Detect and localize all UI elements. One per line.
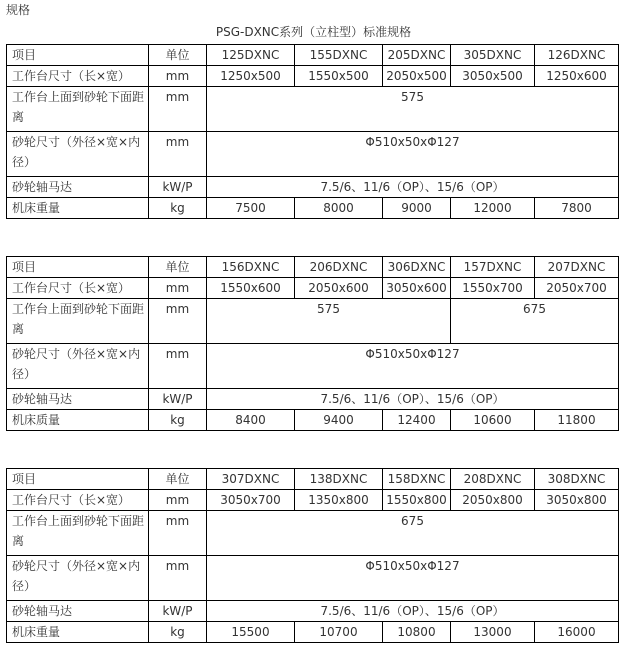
table-row (7, 66, 619, 87)
table-header-row (7, 45, 619, 66)
row-label: 项目 (7, 257, 149, 278)
row-label: 项目 (7, 469, 149, 490)
unit-cell: kg (149, 410, 207, 431)
value-cell: 3050x700 (207, 490, 295, 511)
table-row (7, 198, 619, 219)
value-cell: 7800 (535, 198, 619, 219)
value-cell: 575 (207, 299, 451, 344)
spec-table-2 (6, 256, 619, 431)
table-row (7, 87, 619, 132)
table-row (7, 389, 619, 410)
row-label: 工作台上面到砂轮下面距离 (7, 87, 149, 132)
model-cell: 207DXNC (535, 257, 619, 278)
value-cell: 1550x700 (451, 278, 535, 299)
model-cell: 155DXNC (295, 45, 383, 66)
row-label: 砂轮尺寸（外径×宽×内径） (7, 556, 149, 601)
value-cell: 7.5/6、11/6（OP）、15/6（OP） (207, 601, 619, 622)
unit-cell: mm (149, 490, 207, 511)
value-cell: 12000 (451, 198, 535, 219)
value-cell: 575 (207, 87, 619, 132)
model-cell: 306DXNC (383, 257, 451, 278)
unit-cell: kW/P (149, 177, 207, 198)
unit-cell: mm (149, 278, 207, 299)
spec-table-3 (6, 468, 619, 643)
model-cell: 157DXNC (451, 257, 535, 278)
model-cell: 125DXNC (207, 45, 295, 66)
value-cell: 2050x600 (295, 278, 383, 299)
value-cell: 16000 (535, 622, 619, 643)
value-cell: 15500 (207, 622, 295, 643)
model-cell: 307DXNC (207, 469, 295, 490)
row-label: 机床重量 (7, 622, 149, 643)
value-cell: 7.5/6、11/6（OP）、15/6（OP） (207, 177, 619, 198)
value-cell: Φ510x50xΦ127 (207, 344, 619, 389)
value-cell: 10700 (295, 622, 383, 643)
value-cell: 675 (207, 511, 619, 556)
row-label: 项目 (7, 45, 149, 66)
value-cell: 3050x500 (451, 66, 535, 87)
spec-table-1 (6, 44, 619, 219)
unit-cell: kW/P (149, 389, 207, 410)
value-cell: 1550x500 (295, 66, 383, 87)
unit-cell: mm (149, 66, 207, 87)
model-cell: 206DXNC (295, 257, 383, 278)
model-cell: 208DXNC (451, 469, 535, 490)
table-header-row (7, 257, 619, 278)
value-cell: 9400 (295, 410, 383, 431)
unit-cell: 单位 (149, 257, 207, 278)
section-heading: 规格 (6, 3, 31, 17)
value-cell: 13000 (451, 622, 535, 643)
value-cell: Φ510x50xΦ127 (207, 556, 619, 601)
table-row (7, 622, 619, 643)
value-cell: 7.5/6、11/6（OP）、15/6（OP） (207, 389, 619, 410)
unit-cell: mm (149, 556, 207, 601)
unit-cell: 单位 (149, 469, 207, 490)
row-label: 机床重量 (7, 198, 149, 219)
table-row (7, 410, 619, 431)
unit-cell: mm (149, 511, 207, 556)
row-label: 工作台上面到砂轮下面距离 (7, 299, 149, 344)
row-label: 工作台上面到砂轮下面距离 (7, 511, 149, 556)
table-row (7, 177, 619, 198)
value-cell: 7500 (207, 198, 295, 219)
value-cell: 3050x800 (535, 490, 619, 511)
value-cell: 12400 (383, 410, 451, 431)
unit-cell: 单位 (149, 45, 207, 66)
row-label: 砂轮尺寸（外径×宽×内径） (7, 132, 149, 177)
row-label: 砂轮轴马达 (7, 389, 149, 410)
table-row (7, 278, 619, 299)
value-cell: 2050x500 (383, 66, 451, 87)
row-label: 砂轮轴马达 (7, 177, 149, 198)
model-cell: 205DXNC (383, 45, 451, 66)
model-cell: 305DXNC (451, 45, 535, 66)
value-cell: 8400 (207, 410, 295, 431)
value-cell: 1250x600 (535, 66, 619, 87)
model-cell: 126DXNC (535, 45, 619, 66)
value-cell: 9000 (383, 198, 451, 219)
table-row (7, 490, 619, 511)
table-row (7, 132, 619, 177)
model-cell: 156DXNC (207, 257, 295, 278)
value-cell: 8000 (295, 198, 383, 219)
value-cell: 2050x800 (451, 490, 535, 511)
table-title: PSG-DXNC系列（立柱型）标准规格 (215, 25, 412, 39)
table-row (7, 511, 619, 556)
table-row (7, 601, 619, 622)
model-cell: 138DXNC (295, 469, 383, 490)
unit-cell: mm (149, 132, 207, 177)
value-cell: 11800 (535, 410, 619, 431)
row-label: 砂轮尺寸（外径×宽×内径） (7, 344, 149, 389)
row-label: 砂轮轴马达 (7, 601, 149, 622)
model-cell: 158DXNC (383, 469, 451, 490)
value-cell: 1550x600 (207, 278, 295, 299)
value-cell: 3050x600 (383, 278, 451, 299)
table-row (7, 299, 619, 344)
value-cell: 1250x500 (207, 66, 295, 87)
value-cell: 675 (451, 299, 619, 344)
unit-cell: kg (149, 198, 207, 219)
unit-cell: mm (149, 344, 207, 389)
row-label: 工作台尺寸（长×宽） (7, 490, 149, 511)
row-label: 工作台尺寸（长×宽） (7, 66, 149, 87)
table-row (7, 344, 619, 389)
value-cell: 2050x700 (535, 278, 619, 299)
value-cell: 1350x800 (295, 490, 383, 511)
table-row (7, 556, 619, 601)
unit-cell: kW/P (149, 601, 207, 622)
value-cell: Φ510x50xΦ127 (207, 132, 619, 177)
value-cell: 1550x800 (383, 490, 451, 511)
model-cell: 308DXNC (535, 469, 619, 490)
table-header-row (7, 469, 619, 490)
value-cell: 10600 (451, 410, 535, 431)
unit-cell: mm (149, 299, 207, 344)
unit-cell: mm (149, 87, 207, 132)
value-cell: 10800 (383, 622, 451, 643)
row-label: 工作台尺寸（长×宽） (7, 278, 149, 299)
row-label: 机床质量 (7, 410, 149, 431)
unit-cell: kg (149, 622, 207, 643)
